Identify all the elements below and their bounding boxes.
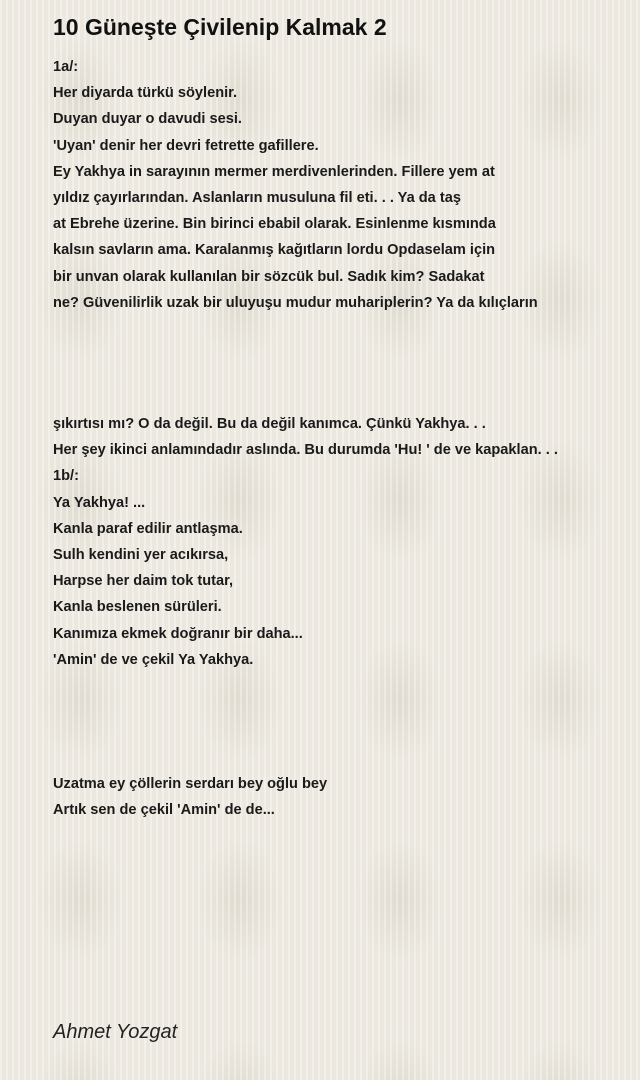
- poem-line: Kanla beslenen sürüleri.: [53, 599, 222, 616]
- poem-line: ne? Güvenilirlik uzak bir uluyuşu mudur muhariplerin? Ya da kılıçların: [53, 294, 538, 311]
- poem-line: Uzatma ey çöllerin serdarı bey oğlu bey: [53, 776, 328, 792]
- poem-line: Artık sen de çekil 'Amin' de de...: [53, 802, 275, 819]
- poem-line: Kanımıza ekmek doğranır bir daha...: [53, 625, 303, 642]
- poem-line: Kanla paraf edilir antlaşma.: [53, 520, 243, 537]
- poem-title: 10 Güneşte Çivilenip Kalmak 2: [53, 14, 387, 40]
- poem-line: kalsın savların ama. Karalanmış kağıtların lordu Opdaselam için: [53, 242, 496, 259]
- stanza-2: [53, 411, 558, 673]
- poem-line: 'Amin' de ve çekil Ya Yakhya.: [53, 651, 254, 668]
- poem-line: Ya Yakhya! ...: [53, 494, 146, 511]
- poem-line: Her şey ikinci anlamındadır aslında. Bu durumda 'Hu! ' de ve kapaklan. . .: [53, 442, 558, 459]
- poem-line: Harpse her daim tok tutar,: [53, 573, 234, 590]
- poem-line: 'Uyan' denir her devri fetrette gafillere.: [53, 137, 319, 154]
- stanza-1: [53, 54, 538, 316]
- stanza-3: [53, 771, 327, 823]
- poem-line: 1b/:: [53, 468, 79, 485]
- poem-line: Ey Yakhya in sarayının mermer merdivenlerinden. Fillere yem at: [53, 163, 495, 180]
- poem-line: yıldız çayırlarından. Aslanların musuluna fil eti. . . Ya da taş: [53, 189, 461, 206]
- poem-line: Her diyarda türkü söylenir.: [53, 85, 238, 102]
- poem-line: şıkırtısı mı? O da değil. Bu da değil kanımca. Çünkü Yakhya. . .: [53, 416, 486, 432]
- poem-line: Sulh kendini yer acıkırsa,: [53, 546, 229, 563]
- poem-line: 1a/:: [53, 59, 79, 75]
- poem-line: bir unvan olarak kullanılan bir sözcük bul. Sadık kim? Sadakat: [53, 268, 485, 285]
- poem-line: at Ebrehe üzerine. Bin birinci ebabil olarak. Esinlenme kısmında: [53, 216, 496, 233]
- author-name: Ahmet Yozgat: [53, 1021, 178, 1043]
- poem-line: Duyan duyar o davudi sesi.: [53, 111, 242, 128]
